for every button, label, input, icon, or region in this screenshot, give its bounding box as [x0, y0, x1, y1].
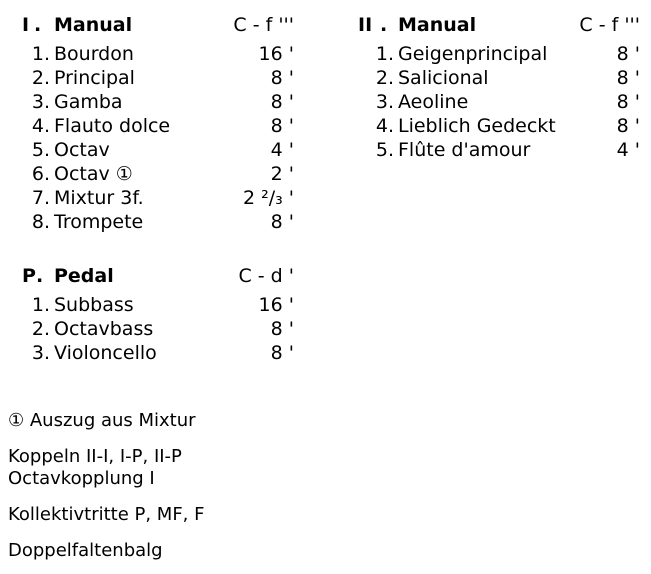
stop-row — [22, 293, 302, 317]
stop-name: Octav ① — [54, 163, 133, 185]
stop-pitch: 16 ' — [258, 294, 294, 316]
stop-pitch: 8 ' — [270, 67, 294, 89]
stop-number: 4. — [31, 115, 50, 137]
stop-name: Octavbass — [54, 318, 154, 340]
division-pedal — [22, 257, 302, 365]
division-header: P . Pedal C - d ' — [22, 265, 294, 287]
stop-number: 5. — [375, 139, 394, 161]
stop-name: Subbass — [54, 294, 134, 316]
division-range: C - f ''' — [233, 14, 294, 36]
stop-pitch: 8 ' — [270, 211, 294, 233]
stop-pitch: 16 ' — [258, 43, 294, 65]
stop-row — [22, 186, 302, 210]
division-numeral: II — [358, 14, 373, 36]
division-name: Pedal — [54, 265, 114, 287]
stop-row — [358, 138, 640, 162]
stop-row — [22, 341, 302, 365]
stop-name: Bourdon — [54, 43, 134, 65]
stop-pitch: 2 ' — [270, 163, 294, 185]
stop-row — [22, 66, 302, 90]
stop-pitch: 8 ' — [616, 67, 640, 89]
stop-name: Lieblich Gedeckt — [398, 115, 556, 137]
stop-pitch: 8 ' — [616, 115, 640, 137]
stop-row — [358, 114, 640, 138]
division-range: C - d ' — [238, 265, 294, 287]
footnote-mixtur: ① Auszug aus Mixtur — [8, 410, 196, 431]
stop-name: Principal — [54, 67, 135, 89]
stop-pitch: 8 ' — [616, 43, 640, 65]
stop-pitch: 4 ' — [616, 139, 640, 161]
stop-pitch: 2 ²/₃ ' — [242, 187, 294, 209]
stop-pitch: 8 ' — [270, 342, 294, 364]
stop-row — [22, 114, 302, 138]
stop-name: Octav — [54, 139, 110, 161]
note-bellows: Doppelfaltenbalg — [8, 540, 163, 561]
stop-number: 2. — [375, 67, 394, 89]
notes-section — [8, 410, 204, 562]
stop-name: Trompete — [54, 211, 144, 233]
stop-row — [358, 90, 640, 114]
stop-row — [22, 162, 302, 186]
stop-number: 1. — [375, 43, 394, 65]
stop-name: Aeoline — [398, 91, 469, 113]
stop-row — [22, 138, 302, 162]
stop-name: Mixtur 3f. — [54, 187, 144, 209]
stop-number: 8. — [31, 211, 50, 233]
note-couplers: Koppeln II-I, I-P, II-P — [8, 446, 182, 467]
stop-name: Gamba — [54, 91, 123, 113]
stop-pitch: 8 ' — [270, 318, 294, 340]
stop-number: 6. — [31, 163, 50, 185]
stop-pitch: 8 ' — [270, 115, 294, 137]
stop-row — [358, 66, 640, 90]
division-name: Manual — [54, 14, 133, 36]
division-range: C - f ''' — [579, 14, 640, 36]
stop-name: Flûte d'amour — [398, 139, 531, 161]
stop-row — [22, 90, 302, 114]
division-header: I . Manual C - f ''' — [22, 14, 294, 36]
division-name: Manual — [398, 14, 477, 36]
stop-number: 3. — [31, 91, 50, 113]
stop-number: 2. — [31, 67, 50, 89]
stop-row — [22, 42, 302, 66]
stop-number: 4. — [375, 115, 394, 137]
stop-name: Flauto dolce — [54, 115, 171, 137]
stop-row — [22, 317, 302, 341]
note-combination-pedals: Kollektivtritte P, MF, F — [8, 504, 205, 525]
stop-row — [358, 42, 640, 66]
stop-number: 7. — [31, 187, 50, 209]
stop-pitch: 4 ' — [270, 139, 294, 161]
division-numeral: I — [22, 14, 30, 36]
stop-pitch: 8 ' — [616, 91, 640, 113]
division-manual-1 — [22, 6, 302, 234]
stop-name: Salicional — [398, 67, 489, 89]
division-header: II . Manual C - f ''' — [358, 14, 640, 36]
stop-number: 3. — [31, 342, 50, 364]
stop-number: 1. — [31, 294, 50, 316]
stop-number: 1. — [31, 43, 50, 65]
stop-list — [22, 293, 302, 365]
stop-name: Violoncello — [54, 342, 157, 364]
stop-name: Geigenprincipal — [398, 43, 548, 65]
division-numeral: P — [22, 265, 36, 287]
division-manual-2 — [358, 6, 640, 162]
note-octave-coupler: Octavkopplung I — [8, 468, 155, 489]
stop-list — [22, 42, 302, 234]
stop-row — [22, 210, 302, 234]
stop-number: 3. — [375, 91, 394, 113]
stop-number: 5. — [31, 139, 50, 161]
stop-list — [358, 42, 640, 162]
stop-pitch: 8 ' — [270, 91, 294, 113]
stop-number: 2. — [31, 318, 50, 340]
